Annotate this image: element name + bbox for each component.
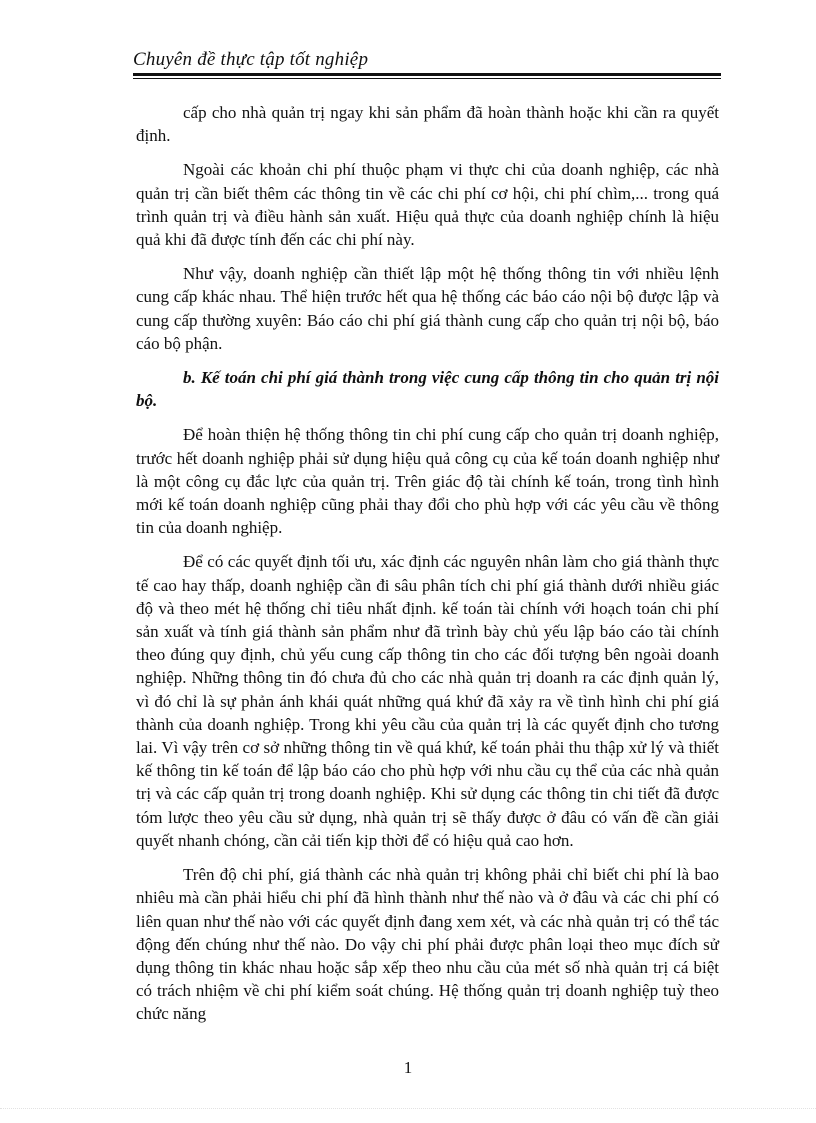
paragraph: Như vậy, doanh nghiệp cần thiết lập một hệ thống thông tin với nhiều lệnh cung cấp khác nhau. Thể hiện trước hết qua hệ thống các báo cáo nội bộ được lập và cung cấp thường xuyên: Báo cáo chi phí giá thành cung cấp cho quản trị nội bộ, báo cáo bộ phận.: [136, 264, 719, 353]
paragraph: Để hoàn thiện hệ thống thông tin chi phí cung cấp cho quản trị doanh nghiệp, trước hết doanh nghiệp phải sử dụng hiệu quả công cụ của kế toán doanh nghiệp như là một công cụ đắc lực của quản trị. Trên giác độ tài chính kế toán, trong tình hình mới kế toán doanh nghiệp cũng phải thay đổi cho phù hợp với các yêu cầu về thông tin của doanh nghiệp.: [136, 425, 719, 538]
header-rule-thick: [133, 73, 721, 76]
section-heading: b. Kế toán chi phí giá thành trong việc cung cấp thông tin cho quản trị nội bộ.: [136, 368, 719, 411]
page-number: 1: [403, 1058, 413, 1077]
header-rule-thin: [133, 78, 721, 79]
paragraph: Trên độ chi phí, giá thành các nhà quản trị không phải chỉ biết chi phí là bao nhiêu mà cần phải hiểu chi phí đã hình thành như thế nào và ở đâu và các chi phí có liên quan như thế nào với các quyết định đang xem xét, và các nhà quản trị có thể tác động đến chúng như thế nào. Do vậy chi phí phải được phân loại theo mục đích sử dụng thông tin khác nhau hoặc sắp xếp theo nhu cầu của mét số nhà quản trị cá biệt có trách nhiệm về chi phí kiểm soát chúng. Hệ thống quản trị doanh nghiệp tuỳ theo chức năng: [136, 865, 719, 1024]
paragraph-continuation: cấp cho nhà quản trị ngay khi sản phẩm đã hoàn thành hoặc khi cần ra quyết định.: [136, 103, 719, 146]
paragraph: Để có các quyết định tối ưu, xác định các nguyên nhân làm cho giá thành thực tế cao hay thấp, doanh nghiệp cần đi sâu phân tích chi phí giá thành dưới nhiều giác độ và theo mét hệ thống chỉ tiêu nhất định. kế toán tài chính với hoạch toán chi phí sản xuất và tính giá thành sản phẩm như đã trình bày chủ yếu lập báo cáo tài chính theo đúng quy định, chủ yếu cung cấp thông tin cho các đối tượng bên ngoài doanh nghiệp. Những thông tin đó chưa đủ cho các nhà quản trị doanh ra các định quản lý, vì đó chỉ là sự phản ánh khái quát những quá khứ đã xảy ra về tình hình chi phí giá thành của doanh nghiệp. Trong khi yêu cầu của quản trị là các quyết định cho tương lai. Vì vậy trên cơ sở những thông tin về quá khứ, kế toán phải thu thập xử lý và thiết kế thông tin kế toán để lập báo cáo cho phù hợp với nhu cầu cụ thể của các nhà quản trị và các cấp quản trị trong doanh nghiệp. Khi sử dụng các thông tin chi tiết đã được tóm lược theo yêu cầu sử dụng, nhà quản trị sẽ thấy được ở đâu có vấn đề cần giải quyết nhanh chóng, cần cải tiến kịp thời để có hiệu quả cao hơn.: [136, 552, 719, 850]
page-header: [133, 48, 721, 72]
paragraph: Ngoài các khoản chi phí thuộc phạm vi thực chi của doanh nghiệp, các nhà quản trị cần biết thêm các thông tin về các chi phí cơ hội, chi phí chìm,... trong quá trình quản trị và điều hành sản xuất. Hiệu quả thực của doanh nghiệp chính là hiệu quả khi đã được tính đến các chi phí này.: [136, 160, 719, 250]
page-bottom-border: [0, 1108, 816, 1110]
header-title: Chuyên đề thực tập tốt nghiệp: [133, 49, 369, 70]
document-body: [136, 101, 719, 1037]
